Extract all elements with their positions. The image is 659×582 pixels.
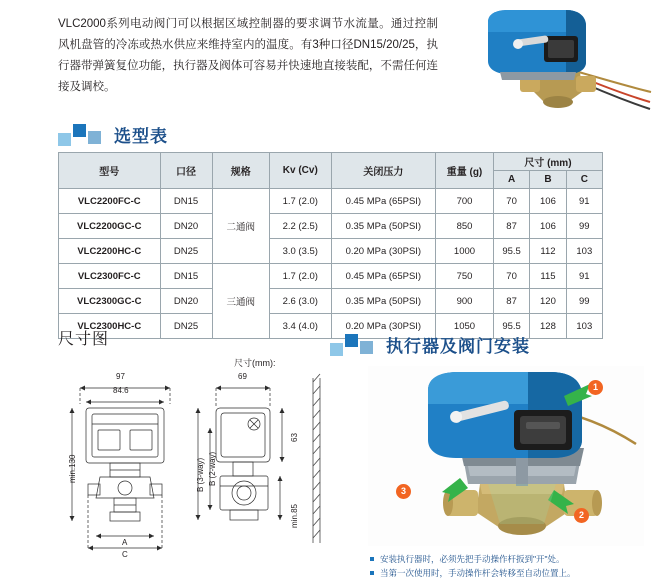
decor-squares: [58, 124, 110, 146]
square-light-icon: [330, 343, 343, 356]
cell-dim-b: 115: [530, 264, 566, 289]
table-row: [59, 239, 603, 264]
cell-dim-b: 106: [530, 189, 566, 214]
cell-pressure: 0.35 MPa (50PSI): [331, 214, 436, 239]
table-row: [59, 264, 603, 289]
cell-pressure: 0.20 MPa (30PSI): [331, 239, 436, 264]
cell-weight: 850: [436, 214, 494, 239]
cell-kv: 1.7 (2.0): [269, 189, 331, 214]
th-kv: Kv (Cv): [269, 153, 331, 189]
label-side-min-85: min.85: [290, 503, 299, 528]
cell-dim-a: 87: [493, 289, 529, 314]
square-dark-icon: [73, 124, 86, 137]
th-size: 口径: [160, 153, 212, 189]
installation-illustration: [368, 366, 644, 546]
square-dark-icon: [345, 334, 358, 347]
label-front-dim-c: C: [122, 550, 128, 559]
cell-model: VLC2300GC-C: [59, 289, 161, 314]
table-head: [59, 153, 603, 189]
install-notes: [370, 552, 650, 580]
cell-dim-c: 103: [566, 314, 602, 339]
intro-paragraph: VLC2000系列电动阀门可以根据区域控制器的要求调节水流量。通过控制风机盘管的冷冻或热水供应来维持室内的温度。有3种口径DN15/20/25，执行器带弹簧复位功能，执行器及阀体可容易并快速地直接装配，不需任何连接及调校。: [58, 18, 438, 93]
cell-model: VLC2200FC-C: [59, 189, 161, 214]
callout-2: 2: [574, 508, 589, 523]
selection-table-wrap: [58, 152, 603, 339]
cell-dim-c: 99: [566, 214, 602, 239]
cell-size: DN25: [160, 239, 212, 264]
th-dim-a: A: [493, 171, 529, 189]
callout-3: 3: [396, 484, 411, 499]
cell-weight: 1000: [436, 239, 494, 264]
label-unit: 尺寸(mm):: [234, 358, 276, 368]
label-front-second-width: 84.6: [113, 386, 129, 395]
cell-kv: 2.6 (3.0): [269, 289, 331, 314]
cell-pressure: 0.45 MPa (65PSI): [331, 264, 436, 289]
cell-dim-a: 95.5: [493, 314, 529, 339]
cell-pressure: 0.45 MPa (65PSI): [331, 189, 436, 214]
square-light-icon: [58, 133, 71, 146]
cell-dim-a: 87: [493, 214, 529, 239]
cell-kv: 3.0 (3.5): [269, 239, 331, 264]
actuator-illustration: [448, 6, 653, 118]
cell-spec-group: 二通阀: [212, 189, 269, 264]
cell-dim-c: 99: [566, 289, 602, 314]
cell-weight: 750: [436, 264, 494, 289]
cell-weight: 700: [436, 189, 494, 214]
label-front-min-height: min.130: [68, 454, 77, 483]
cell-kv: 3.4 (4.0): [269, 314, 331, 339]
table-row: [59, 189, 603, 214]
product-photo-actuator: [448, 6, 653, 118]
label-front-dim-a: A: [122, 538, 128, 547]
cell-dim-a: 70: [493, 264, 529, 289]
decor-squares-2: [330, 334, 382, 356]
cell-dim-a: 70: [493, 189, 529, 214]
cell-model: VLC2300FC-C: [59, 264, 161, 289]
cell-kv: 1.7 (2.0): [269, 264, 331, 289]
section-title-selection: 选型表: [114, 127, 168, 146]
label-side-b-3way: B (3-way): [196, 457, 205, 492]
cell-model: VLC2300HC-C: [59, 314, 161, 339]
cell-dim-a: 95.5: [493, 239, 529, 264]
callout-1: 1: [588, 380, 603, 395]
cell-pressure: 0.20 MPa (30PSI): [331, 314, 436, 339]
dimension-drawing: [58, 358, 348, 558]
install-note-1: 安装执行器时，必须先把手动操作杆扳到"开"处。: [370, 552, 650, 566]
selection-table: [58, 152, 603, 339]
cell-dim-c: 103: [566, 239, 602, 264]
table-body: [59, 189, 603, 339]
cell-size: DN20: [160, 214, 212, 239]
cell-dim-c: 91: [566, 264, 602, 289]
th-dimension-group: 尺寸 (mm): [493, 153, 602, 171]
section-title-dimension: 尺寸图: [58, 331, 110, 348]
cell-dim-b: 128: [530, 314, 566, 339]
cell-pressure: 0.35 MPa (50PSI): [331, 289, 436, 314]
label-side-b-2way: B (2-way): [208, 451, 217, 486]
th-spec: 规格: [212, 153, 269, 189]
table-row: [59, 289, 603, 314]
cell-size: DN15: [160, 264, 212, 289]
label-side-top-width: 69: [238, 372, 247, 381]
cell-kv: 2.2 (2.5): [269, 214, 331, 239]
table-row: [59, 214, 603, 239]
cell-size: DN25: [160, 314, 212, 339]
label-side-height-63: 63: [290, 433, 299, 442]
cell-model: VLC2200HC-C: [59, 239, 161, 264]
th-model: 型号: [59, 153, 161, 189]
th-dim-b: B: [530, 171, 566, 189]
cell-spec-group: 三通阀: [212, 264, 269, 339]
label-front-top-width: 97: [116, 372, 125, 381]
square-mid-icon: [360, 341, 373, 354]
cell-size: DN20: [160, 289, 212, 314]
cell-size: DN15: [160, 189, 212, 214]
th-weight: 重量 (g): [436, 153, 494, 189]
cell-weight: 900: [436, 289, 494, 314]
cell-dim-c: 91: [566, 189, 602, 214]
section-title-install: 执行器及阀门安装: [386, 337, 530, 356]
cell-model: VLC2200GC-C: [59, 214, 161, 239]
square-mid-icon: [88, 131, 101, 144]
th-pressure: 关闭压力: [331, 153, 436, 189]
cell-dim-b: 112: [530, 239, 566, 264]
th-dim-c: C: [566, 171, 602, 189]
cell-weight: 1050: [436, 314, 494, 339]
cell-dim-b: 120: [530, 289, 566, 314]
install-note-2: 当第一次使用时，手动操作杆会转移至自动位置上。: [370, 566, 650, 580]
cell-dim-b: 106: [530, 214, 566, 239]
installation-photo: [368, 366, 644, 546]
table-header-row-1: [59, 153, 603, 171]
